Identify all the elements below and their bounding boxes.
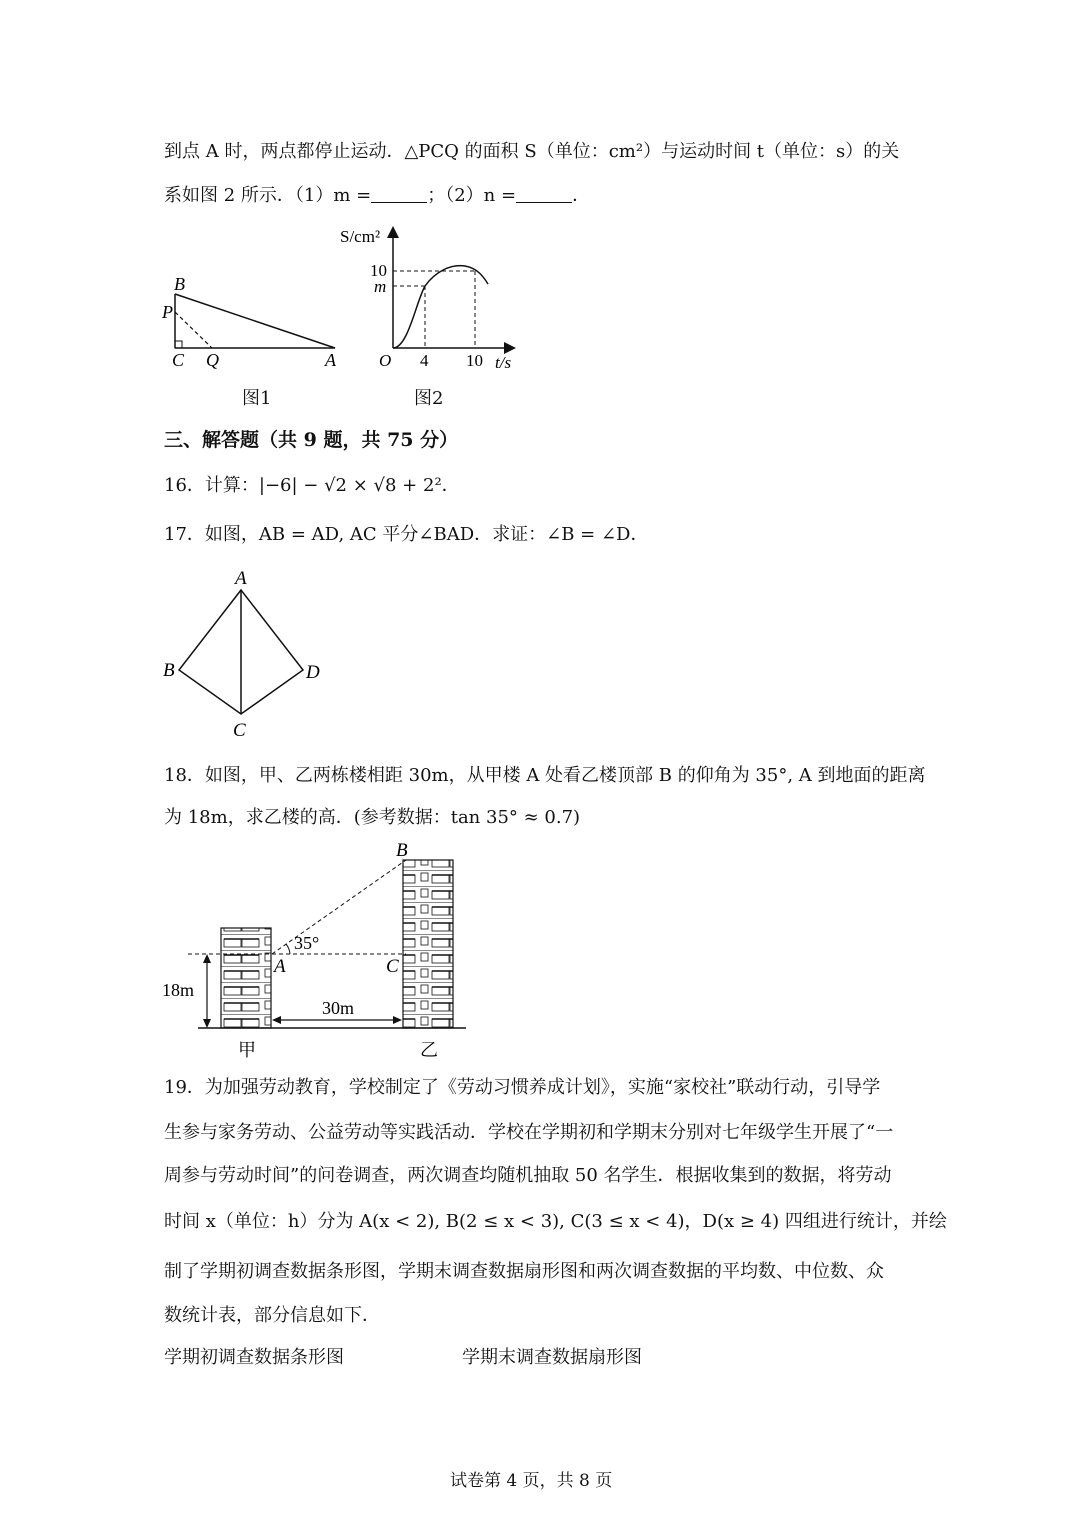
p18-label-B: B — [396, 840, 408, 861]
building-jia — [221, 928, 271, 1028]
p17-label-A: A — [235, 568, 247, 589]
figure2-graph — [330, 222, 530, 378]
y-tick-10: 10 — [370, 261, 387, 280]
fig1-label-B: B — [174, 274, 185, 294]
y-axis-label: S/cm² — [340, 227, 381, 246]
problem19-line4: 时间 x（单位：h）分为 A(x < 2), B(2 ≤ x < 3), C(3 ≤ x < 4)，D(x ≥ 4) 四组进行统计，并绘 — [164, 1211, 947, 1232]
page-footer: 试卷第 4 页，共 8 页 — [450, 1471, 613, 1491]
origin-label: O — [379, 351, 392, 370]
problem19-line3: 周参与劳动时间”的问卷调查，两次调查均随机抽取 50 名学生．根据收集到的数据，将劳动 — [164, 1165, 892, 1186]
p18-label-C: C — [386, 956, 399, 977]
fig1-label-C: C — [172, 350, 185, 370]
problem18-line1: 18．如图，甲、乙两栋楼相距 30m，从甲楼 A 处看乙楼顶部 B 的仰角为 35°, A 到地面的距离 — [164, 765, 926, 786]
fig1-label-A: A — [325, 350, 336, 370]
fig1-label-Q: Q — [206, 350, 219, 370]
p18-building2-label: 乙 — [420, 1040, 438, 1060]
problem19-line5: 制了学期初调查数据条形图，学期末调查数据扇形图和两次调查数据的平均数、中位数、众 — [164, 1261, 884, 1282]
area-curve — [393, 266, 488, 348]
figure-problem18-buildings — [158, 838, 478, 1066]
figure-problem17-kite — [155, 562, 335, 744]
p17-label-D: D — [306, 662, 320, 683]
y-tick-m: m — [374, 277, 387, 296]
problem15-line2-mid: ；（2）n = — [427, 185, 517, 206]
figure2-caption: 图2 — [414, 388, 444, 409]
problem19-line6: 数统计表，部分信息如下． — [164, 1305, 380, 1326]
answer-blank-n[interactable] — [516, 186, 572, 203]
section-title: 三、解答题（共 9 题，共 75 分） — [164, 429, 459, 451]
p18-label-A: A — [274, 956, 286, 977]
figure1-triangle — [150, 268, 350, 378]
building-yi — [403, 860, 453, 1028]
x-tick-4: 4 — [420, 351, 429, 370]
problem18-line2: 为 18m，求乙楼的高．(参考数据：tan 35° ≈ 0.7) — [164, 807, 581, 828]
problem19-line1: 19．为加强劳动教育，学校制定了《劳动习惯养成计划》，实施“家校社”联动行动，引导学 — [164, 1077, 881, 1098]
caption-bar-chart: 学期初调查数据条形图 — [164, 1347, 344, 1368]
problem15-line2-pre: 系如图 2 所示．（1）m = — [164, 185, 372, 206]
x-axis-label: t/s — [495, 353, 512, 372]
problem15-line2-end: ． — [572, 185, 591, 206]
p18-height-label: 18m — [162, 980, 195, 1000]
p17-label-C: C — [233, 720, 246, 741]
p18-building1-label: 甲 — [238, 1040, 256, 1060]
answer-blank-m[interactable] — [371, 186, 427, 203]
p18-angle-label: 35° — [294, 933, 320, 953]
p18-distance-label: 30m — [322, 998, 355, 1018]
problem19-line2: 生参与家务劳动、公益劳动等实践活动．学校在学期初和学期末分别对七年级学生开展了“一 — [164, 1122, 894, 1143]
figure1-caption: 图1 — [242, 388, 272, 409]
x-tick-10: 10 — [466, 351, 483, 370]
caption-pie-chart: 学期末调查数据扇形图 — [462, 1347, 642, 1368]
problem16-text: 16．计算：|−6| − √2 × √8 + 2²． — [164, 475, 460, 496]
problem17-text: 17．如图，AB = AD, AC 平分∠BAD．求证：∠B = ∠D． — [164, 524, 649, 545]
fig1-label-P: P — [162, 302, 173, 322]
p17-label-B: B — [163, 660, 175, 681]
problem15-line2 — [164, 184, 590, 208]
problem15-line1: 到点 A 时，两点都停止运动．△PCQ 的面积 S（单位：cm²）与运动时间 t（单位：s）的关 — [164, 141, 900, 162]
